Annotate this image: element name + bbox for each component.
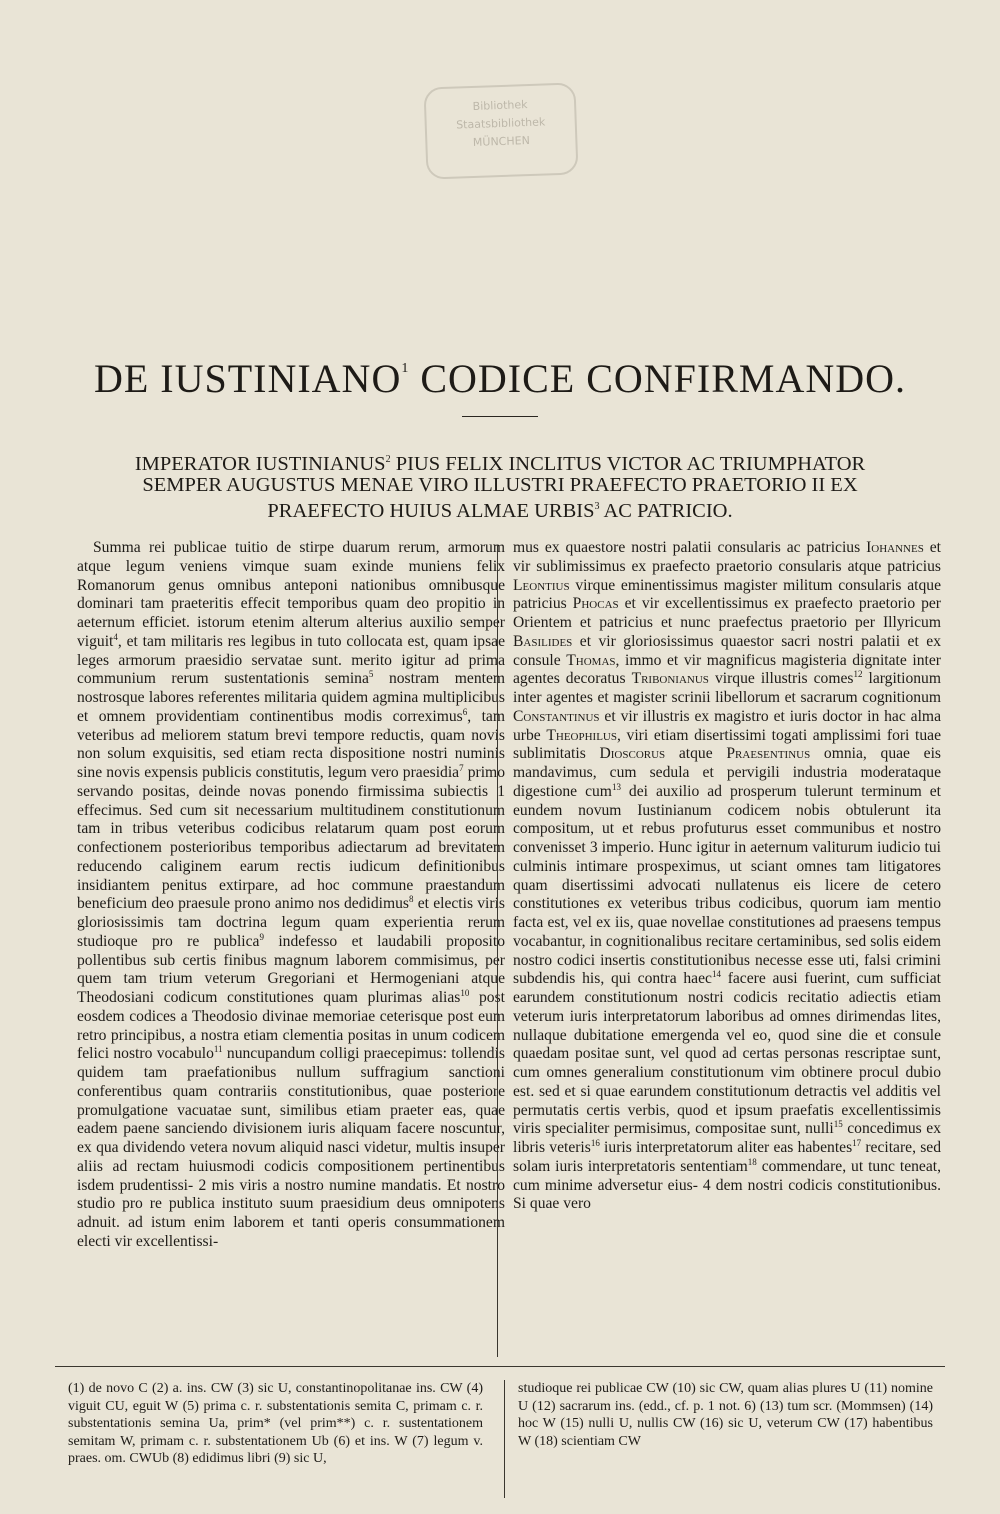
stamp-line: Bibliothek [472, 98, 528, 113]
footnotes-right: studioque rei publicae CW (10) sic CW, quam alias plures U (11) nomine U (12) sacrarum ins. (edd., cf. p. 1 not. 6) (13) tum scr. (Mommsen) (14) hoc W (15) nulli U, nullis CW (16) sic U, veterum CW (17) habentibus W (18) scientiam CW [518, 1381, 933, 1449]
heading-line-1: IMPERATOR IUSTINIANUS [134, 452, 386, 475]
title-footnote-ref: 1 [401, 361, 410, 376]
heading-line-3: PRAEFECTO HUIUS ALMAE URBIS [267, 499, 595, 522]
title-text-2: CODICE CONFIRMANDO. [409, 356, 907, 401]
heading-line-1b: PIUS FELIX INCLITUS VICTOR AC TRIUMPHATOR [390, 452, 866, 475]
title-rule [462, 416, 538, 417]
heading-line-2: SEMPER AUGUSTUS MENAE VIRO ILLUSTRI PRAEFECTO PRAETORIO II EX [142, 473, 858, 496]
right-column-text: mus ex quaestore nostri palatii consularis ac patricius Iohannes et vir sublimissimus ex praefecto praetorio consularis atque patricius Leontius virque eminentissimus magister militum consularis atque patricius Phocas et vir excellentissimus ex praefecto praetorio per Orientem et patricius et nunc praefectus praetorio per Illyricum Basilides et vir gloriosissimus quaestor sacri nostri palatii et ex consule Thomas, immo et vir magnificus magisteria dignitate inter agentes decoratus Tribonianus virque illustris comes$^{12}$ largitionum inter agentes et magister scrinii libellorum et sacrarum cognitionum Constantinus et vir illustris ex magistro et iuris doctor in hac alma urbe Theophilus, viri etiam disertissimi togati amplissimi fori tuae sublimitatis Dioscorus atque Praesentinus omnia, quae eis mandavimus, cum sedula et pervigili industria moderataque digestione cum$^{13}$ dei auxilio ad prosperum tulerunt terminum et eundem novum Iustinianum codicem nobis obtulerunt ita compositum, ut et rebus profuturus esset communibus et nostro convenisset 3 imperio. Hunc igitur in aeternum valiturum iudicio tui culminis intimare prospeximus, ut sciant omnes tam litigatores quam disertissimi advocati nullatenus eis licere de cetero constitutiones ex veteribus tribus codicibus, quorum iam mentio facta est, vel ex iis, quae novellae constitutiones ad praesens tempus vocabantur, in cognitionalibus recitare certaminibus, sed solis eidem nostro codici insertis constitutionibus necesse esse uti, falsi crimini subdendis his, qui contra haec$^{14}$ facere ausi fuerint, cum sufficiat earundem constitutionum nostri codicis recitatio adiectis etiam veterum iuris interpretatorum laboribus ad omnes dirimendas lites, nullaque dubitatione emergenda vel eo, quod sine die et consule quaedam positae sunt, vel quod ad certas personas rescriptae sunt, cum omnes generalium constitutionum vim obtinere procul dubio est. sed et si quae earundem constitutionum detractis vel additis vel permutatis certis verbis, quod et ipsum praefatis excellentissimis viris specialiter permisimus, compositae sunt, nulli$^{15}$ concedimus ex libris veteris$^{16}$ iuris interpretatorum aliter eas habentes$^{17}$ recitare, sed solam iuris interpretatoris sententiam$^{18}$ commendare, ut tunc teneat, cum minime adversetur eius- 4 dem nostri codicis constitutionibus. Si quae vero [513, 539, 942, 1213]
footnote-divider [504, 1380, 505, 1498]
footnotes-left: (1) de novo C (2) a. ins. CW (3) sic U, constantinopolitanae ins. CW (4) viguit CU, eguit W (5) prima c. r. substentationis semita C, primam c. r. substentationis semina Ua, prim* (vel prim**) c. r. sustentationem semitam W, primam c. r. substentationem Ub (6) et ins. W (7) legum v. praes. om. CWUb (8) edidimus libri (9) sic U, [68, 1381, 483, 1467]
stamp-line: Staatsbibliothek [455, 115, 546, 132]
footnote-separator [55, 1366, 945, 1367]
footnote-ref: 3 [594, 500, 600, 512]
left-column-text: Summa rei publicae tuitio de stirpe duarum rerum, armorum atque legum veniens vimque suam exinde muniens felix Romanorum genus omnibus anteponi nationibus omnibusque dominari tam praeteritis effecit temporibus quam deo propitio in aeternum efficiet. istorum etenim alterum alterius auxilio semper viguit$^4$, et tam militaris res legibus in tuto collocata est, quam ipsae leges armorum praesidio servatae sunt. merito igitur ad prima communium rerum sustentationis semina$^5$ nostram mentem nostrosque labores referentes militaria quidem agmina multiplicibus et omnem providentiam continentibus modis correximus$^6$, tam veteribus ad meliorem statum brevi tempore reductis, quam novis non solum exquisitis, sed etiam recta dispositione nostri numinis sine novis expensis publicis constitutis, legum vero praesidia$^7$ primo servando positas, deinde novas ponendo firmissima subiectis 1 effecimus. Sed cum sit necessarium multitudinem constitutionum tam in tribus veteribus codicibus relatarum quam post eorum confectionem posterioribus temporibus adiectarum ad brevitatem reducendo caliginem earum rectis iudicum definitionibus insidiantem penitus extirpare, ad hoc commune praestandum beneficium deo praesule prono animo nos dedidimus$^8$ et electis viris gloriosissimis tam doctrina legum quam experientia rerum studioque pro re publica$^9$ indefesso et laudabili proposito pollentibus sub certis finibus magnum laborem commisimus, per quem tam trium veterum Gregoriani et Hermogeniani atque Theodosiani codicum constitutiones quam plurimas alias$^{10}$ post eosdem codices a Theodosio divinae memoriae ceterisque post eum retro principibus, a nostra etiam clementia positas in unum codicem felici nostro vocabulo$^{11}$ nuncupandum colligi praecepimus: tollendis quidem tam praefationibus nullum suffragium sanctioni conferentibus quam contrariis constitutionibus, quae posteriore promulgatione vacuatae sunt, similibus etiam praeter eas, quae eadem paene sanciendo divisionem iuris aliquam facere noscuntur, ex qua dividendo vetera novum aliquid nasci videtur, multis insuper aliis ad rectam huiusmodi codicis compositionem pertinentibus isdem prudentissi- 2 mis viris a nostro numine mandatis. Et nostro studio pro re publica instituto suum praesidium deus omnipotens adnuit. ad istum enim laborem et tanti operis consummationem electi vir excellentissi- [77, 539, 506, 1250]
heading-line-3b: AC PATRICIO. [599, 499, 733, 522]
stamp-line: MÜNCHEN [472, 134, 531, 149]
title-text: DE IUSTINIANO [93, 356, 402, 401]
column-divider [497, 545, 498, 1357]
address-heading [55, 449, 945, 522]
footnote-ref: 2 [385, 454, 391, 465]
page-title [0, 355, 1000, 402]
library-stamp [423, 82, 578, 179]
